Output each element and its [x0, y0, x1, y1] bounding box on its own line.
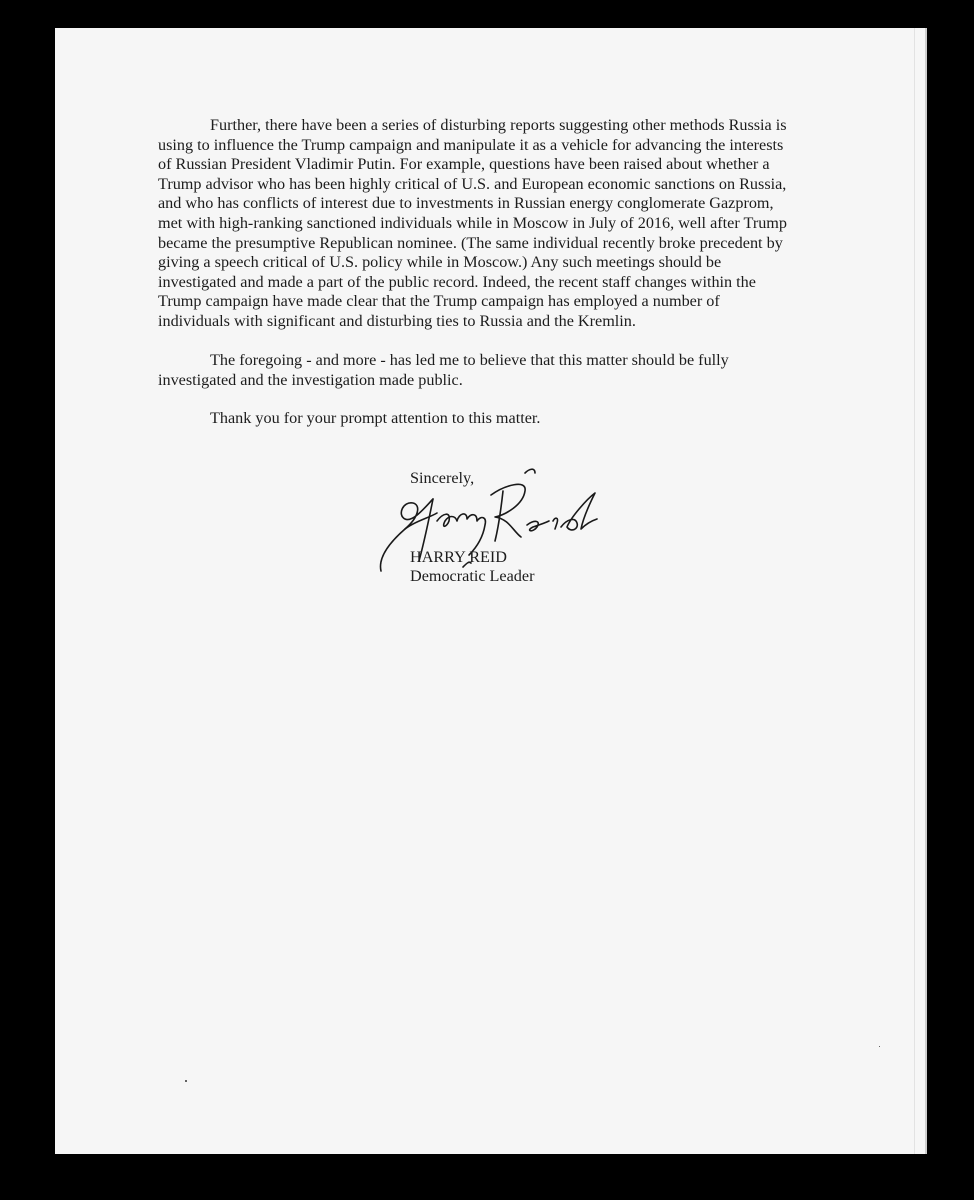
closing-salutation: Sincerely,: [410, 469, 475, 487]
scan-speck: [879, 1046, 880, 1047]
paragraph-line: using to influence the Trump campaign and manipulate it as a vehicle for advancing the interests: [158, 135, 784, 154]
paragraph-line: giving a speech critical of U.S. policy while in Moscow.) Any such meetings should be: [158, 253, 722, 272]
body-paragraph-1: [158, 116, 818, 332]
paragraph-line: became the presumptive Republican nominee. (The same individual recently broke precedent by: [158, 233, 783, 252]
paragraph-line: investigated and made a part of the public record. Indeed, the recent staff changes within the: [158, 272, 756, 291]
body-paragraph-3: [158, 409, 818, 429]
paragraph-line: individuals with significant and disturbing ties to Russia and the Kremlin.: [158, 311, 636, 330]
scan-speck: [185, 1080, 187, 1082]
paragraph-line: Further, there have been a series of disturbing reports suggesting other methods Russia is: [210, 116, 787, 134]
paragraph-line: investigated and the investigation made public.: [158, 370, 463, 389]
page-edge: [914, 28, 915, 1154]
signer-title: Democratic Leader: [410, 567, 535, 585]
paragraph-line: The foregoing - and more - has led me to believe that this matter should be fully: [210, 351, 729, 369]
paragraph-line: and who has conflicts of interest due to investments in Russian energy conglomerate Gazprom,: [158, 194, 774, 213]
paragraph-line: Trump advisor who has been highly critical of U.S. and European economic sanctions on Russia,: [158, 174, 787, 193]
paragraph-line: Trump campaign have made clear that the Trump campaign has employed a number of: [158, 292, 720, 311]
paragraph-line: of Russian President Vladimir Putin. For example, questions have been raised about whether a: [158, 155, 770, 174]
body-paragraph-2: [158, 351, 818, 390]
paragraph-line: Thank you for your prompt attention to this matter.: [210, 409, 541, 427]
paragraph-line: met with high-ranking sanctioned individuals while in Moscow in July of 2016, well after Trump: [158, 213, 787, 232]
signer-name: HARRY REID: [410, 548, 507, 566]
letter-page: [55, 28, 927, 1154]
